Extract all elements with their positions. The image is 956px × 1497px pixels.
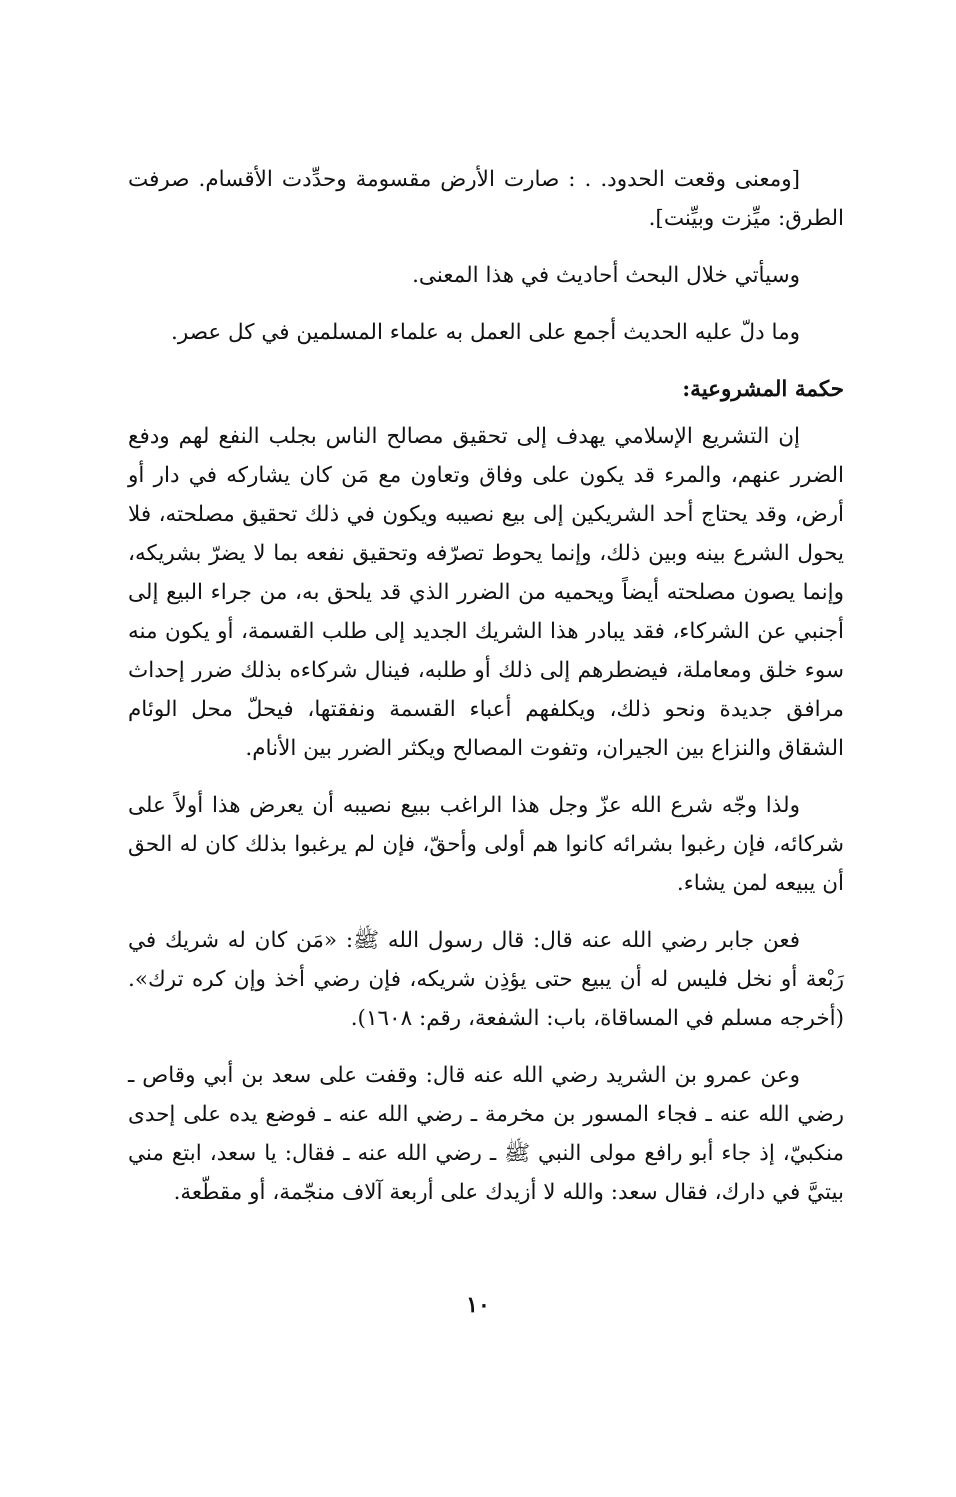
consensus-paragraph: وما دلّ عليه الحديث أجمع على العمل به علماء المسلمين في كل عصر. bbox=[171, 320, 800, 345]
page-body bbox=[128, 160, 844, 1224]
body-paragraph: إن التشريع الإسلامي يهدف إلى تحقيق مصالح الناس بجلب النفع لهم ودفع الضرر عنهم، والمرء قد يكون على وفاق وتعاون مع مَن كان يشاركه في دار أو أرض، وقد يحتاج أحد الشريكين إلى بيع نصيبه ويكون في ذلك تحقيق مصلحته، فلا يحول الشرع بينه وبين ذلك، وإنما يحوط تصرّفه وتحقيق نفعه بما لا يضرّ بشريكه، وإنما يصون مصلحته أيضاً ويحميه من الضرر الذي قد يلحق به، من جراء البيع إلى أجنبي عن الشركاء، فقد يبادر هذا الشريك الجديد إلى طلب القسمة، أو يكون منه سوء خلق ومعاملة، فيضطرهم إلى ذلك أو طلبه، فينال شركاءه بذلك ضرر إحداث مرافق جديدة ونحو ذلك، ويكلفهم أعباء القسمة ونفقتها، فيحلّ محل الوئام الشقاق والنزاع بين الجيران، وتفوت المصالح ويكثر الضرر بين الأنام. bbox=[128, 424, 844, 761]
page-number: ١٠ bbox=[466, 1292, 490, 1318]
definition-paragraph: [ومعنى وقعت الحدود. . : صارت الأرض مقسومة وحدِّدت الأقسام. صرفت الطرق: ميِّزت وبيِّنت]. bbox=[128, 167, 844, 231]
hadith-amr-paragraph: وعن عمرو بن الشريد رضي الله عنه قال: وقفت على سعد بن أبي وقاص ـ رضي الله عنه ـ فجاء المسور بن مخرمة ـ رضي الله عنه ـ فوضع يده على إحدى منكبيّ، إذ جاء أبو رافع مولى النبي ﷺ ـ رضي الله عنه ـ فقال: يا سعد، ابتع مني بيتيَّ في دارك، فقال سعد: والله لا أزيدك على أربعة آلاف منجّمة، أو مقطّعة. bbox=[128, 1063, 844, 1205]
hadith-jabir-paragraph: فعن جابر رضي الله عنه قال: قال رسول الله ﷺ: «مَن كان له شريك في رَبْعة أو نخل فليس له أن يبيع حتى يؤذِن شريكه، فإن رضي أخذ وإن كره ترك». (أخرجه مسلم في المساقاة، باب: الشفعة، رقم: ١٦٠٨). bbox=[128, 928, 844, 1031]
section-heading: حكمة المشروعية: bbox=[682, 377, 844, 402]
forthcoming-hadith-paragraph: وسيأتي خلال البحث أحاديث في هذا المعنى. bbox=[412, 263, 800, 288]
body-paragraph: ولذا وجّه شرع الله عزّ وجل هذا الراغب ببيع نصيبه أن يعرض هذا أولاً على شركائه، فإن رغبوا بشرائه كانوا هم أولى وأحقّ، فإن لم يرغبوا بذلك كان له الحق أن يبيعه لمن يشاء. bbox=[128, 793, 844, 896]
